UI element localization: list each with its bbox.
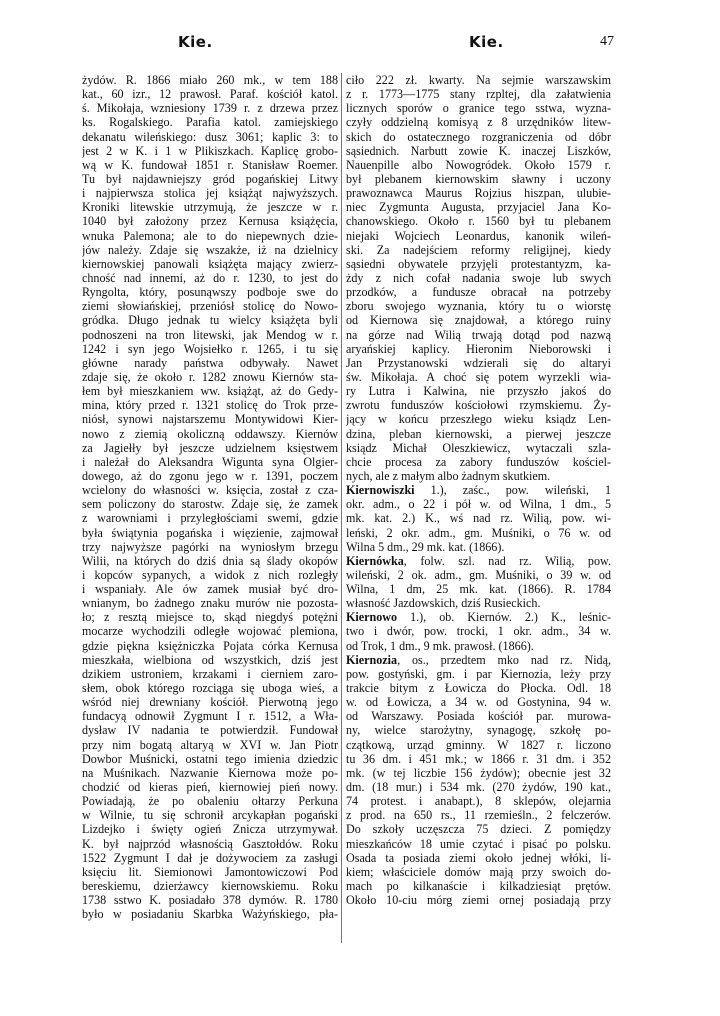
text-line: skich do ostatecznego rozgraniczenia od dóbr: [346, 129, 611, 144]
text-line: fundacyą odnowił Zygmunt I r. 1512, a Wła-: [82, 709, 338, 724]
text-line: trakcie bitym z Łowicza do Płocka. Odl. 18: [346, 681, 611, 696]
text-line: od Kiernowa się znajdował, a którego ruiny: [346, 313, 611, 328]
text-line: kiem; właściciele domów mają przy swoich do-: [346, 864, 611, 879]
text-line: gdzie piękna księżniczka Pojata córka Kernusa: [82, 638, 338, 653]
text-line: Kiernozia, os., przedtem mko nad rz. Nidą,: [346, 652, 611, 667]
text-line: licznych sporów o granice tego sstwa, wyzna-: [346, 101, 611, 116]
text-line: ks. Rogalskiego. Parafia katol. zamiejskiego: [82, 115, 338, 130]
text-line: była świątynia pogańska i więzienie, zajmował: [82, 525, 338, 540]
text-line: mieszkańców 18 umie czytać i pisać po polsku.: [346, 836, 611, 851]
text-line: chanowskiego. Około r. 1560 był tu plebanem: [346, 214, 611, 229]
text-line: Do szkoły uczęszcza 75 dzieci. Z pomiędzy: [346, 822, 611, 837]
text-line: kat., 60 izr., 12 prawosł. Paraf. kościół katol.: [82, 87, 338, 102]
text-line: od Warszawy. Posiada kościół par. murowa-: [346, 709, 611, 724]
text-line: mieszkała, wielbiona od wszystkich, dziś jest: [82, 652, 338, 667]
text-line: Wilna 5 dm., 29 mk. kat. (1866).: [346, 539, 505, 554]
left-running-header: Kie.: [178, 33, 213, 51]
text-line: z r. 1773—1775 stany rzpltej, dla załatwienia: [346, 87, 611, 102]
text-line: łem był mieszkaniem ww. książąt, aż do Gedy-: [82, 384, 338, 399]
text-line: na Muśnikach. Nazwanie Kiernowa może po-: [82, 765, 338, 780]
text-line: Około 10-ciu mórg ziemi ornej posiadają przy: [346, 893, 611, 908]
right-running-header: Kie.: [469, 33, 504, 51]
text-line: ksiądz Michał Oleszkiewicz, wytaczali szla-: [346, 440, 611, 455]
text-line: chodzić od kieras pień, kiernowiej pień nowy.: [82, 780, 338, 795]
text-line: żdy z nich cofał nadania swoje lub swych: [346, 270, 611, 285]
text-line: słem, obok którego rozciąga się uboga wieś, a: [82, 681, 338, 696]
text-line: sąsiedni obywatele przyjęli protestantyzm, ka-: [346, 256, 611, 271]
text-line: księciu lit. Siemionowi Jamontowiczowi Pod: [82, 864, 338, 879]
text-line: mocarze wychodzili odległe wojować plemiona,: [82, 624, 338, 639]
text-line: w Wilnie, tu się schronił arcykapłan pogański: [82, 808, 338, 823]
column-divider: [341, 73, 342, 943]
text-line: przodków, a fundusze obracał na potrzeby: [346, 285, 611, 300]
text-line: trzy najwyższe pagórki na wyniosłym brzegu: [82, 539, 338, 554]
text-line: i kopców sypanych, a widok z nich rozległy: [82, 567, 338, 582]
text-line: okr. adm., o 22 i pół w. od Wilna, 1 dm., 5: [346, 497, 611, 512]
text-line: tu 36 dm. i 451 mk.; w 1866 r. 31 dm. i 352: [346, 751, 611, 766]
text-line: zwrotu funduszów kościołowi rzymskiemu. Ży-: [346, 398, 611, 413]
text-line: bereskiemu, dzierżawcy kiernowskiemu. Roku: [82, 879, 338, 894]
text-line: Tu był najdawniejszy gród pogańskiej Litwy: [82, 171, 338, 186]
text-line: i wspaniały. Ale ów zamek musiał być dro-: [82, 582, 338, 597]
text-line: jów należy. Zdaje się wszakże, iż na dzielnicy: [82, 242, 338, 257]
text-line: two i dwór, pow. trocki, 1 okr. adm., 34 w.: [346, 624, 611, 639]
text-line: wśród niej drewniany kościół. Pierwotną jego: [82, 695, 338, 710]
text-line: leński, 2 okr. adm., gm. Muśniki, o 76 w. od: [346, 525, 611, 540]
text-line: chność nad innemi, aż do r. 1230, to jest do: [82, 270, 338, 285]
text-line: mach po kilkanaście i kilkadziesiąt prętów.: [346, 879, 611, 894]
text-line: Lizdejko i święty ogień Znicza utrzymywał.: [82, 822, 338, 837]
text-line: i najpierwsza stolica jej książąt najwyższych.: [82, 186, 338, 201]
text-line: K. był najprzód własnością Gasztołdów. Roku: [82, 836, 338, 851]
text-line: ny, wielce starożytny, synagogę, szkołę po-: [346, 723, 611, 738]
text-line: dm. (18 mur.) i 534 mk. (270 żydów, 190 kat.,: [346, 780, 611, 795]
text-line: św. Mikołaja. A choć się potem wyrzekli wia-: [346, 369, 611, 384]
text-line: wą w K. fundował 1851 r. Stanisław Roemer.: [82, 157, 338, 172]
text-line: za Jagiełły był jeszcze udzielnem księstwem: [82, 440, 338, 455]
text-line: Wilii, na których do dziś dnia są ślady okopów: [82, 553, 338, 568]
text-line: Nauenpille albo Nowogródek. Około 1579 r.: [346, 157, 611, 172]
text-line: jest 2 w K. i 1 w Plikiszkach. Kaplicę grobo-: [82, 143, 338, 158]
text-line: niec Zygmunta Augusta, przyjaciel Jana Ko-: [346, 200, 611, 215]
text-line: własność Jazdowskich, dziś Rusieckich.: [346, 596, 541, 611]
text-line: ziemi słowiańskiej, przeniósł stolicę do Nowo-: [82, 299, 338, 314]
text-line: zboru swojego wyznania, który tu o wiorstę: [346, 299, 611, 314]
text-line: z prod. na 650 rs., 11 rzemieśln., 2 felczerów.: [346, 808, 611, 823]
text-line: prawoznawca Maurus Rojzius hiszpan, ulubie-: [346, 186, 611, 201]
text-line: żydów. R. 1866 miało 260 mk., w tem 188: [82, 73, 338, 87]
right-text-column: [346, 73, 611, 907]
text-line: 1738 sstwo K. posiadało 378 dymów. R. 1780: [82, 893, 338, 908]
text-line: wcielony do własności w. księcia, został z cza-: [82, 483, 338, 498]
text-line: dzina, pleban kiernowski, a pierwej jeszcze: [346, 426, 611, 441]
text-line: wileński, 2 ok. adm., gm. Muśniki, o 39 w. od: [346, 567, 611, 582]
text-line: Jan Przystanowski wdzierali się do altaryi: [346, 355, 611, 370]
text-line: wnianym, bo żadnego znaku murów nie pozosta-: [82, 596, 338, 611]
page-number: 47: [600, 34, 614, 49]
text-line: nych, ale z małym albo żadnym skutkiem.: [346, 468, 551, 483]
text-line: Dowbor Muśnicki, ostatni tego imienia dziedzic: [82, 751, 338, 766]
text-line: Kroniki litewskie utrzymują, że jeszcze w r.: [82, 200, 338, 215]
text-line: dowego, aż do zgonu jego w r. 1391, poczem: [82, 468, 338, 483]
text-line: 1242 i syn jego Wojsiełko r. 1265, i tu się: [82, 341, 338, 356]
text-line: mina, który przed r. 1321 stolicę do Trok prze-: [82, 398, 338, 413]
text-line: Powiadają, że po obaleniu ołtarzy Perkuna: [82, 794, 338, 809]
text-line: Wilna, 1 dm, 25 mk. kat. (1866). R. 1784: [346, 582, 611, 597]
text-line: dekanatu wileńskiego: dusz 3061; kaplic 3: to: [82, 129, 338, 144]
text-line: chcie procesa za zabory funduszów kościel-: [346, 454, 611, 469]
text-line: przy nim bogatą altaryą w XVI w. Jan Piotr: [82, 737, 338, 752]
text-line: Ryngolta, który, posunąwszy podboje swe do: [82, 285, 338, 300]
text-line: pow. gostyński, gm. i par Kiernozia, leży przy: [346, 666, 611, 681]
text-line: 1522 Zygmunt I dał je dożywociem za zasługi: [82, 850, 338, 865]
text-line: główne narady państwa odbywały. Nawet: [82, 355, 338, 370]
text-line: ry Lutra i Kalwina, nie przyszło jakoś do: [346, 384, 611, 399]
left-text-column: [82, 73, 338, 921]
text-line: wnuka Palemona; ale to do niepewnych dzie-: [82, 228, 338, 243]
text-line: i należał do Aleksandra Wigunta syna Olgier-: [82, 454, 338, 469]
text-line: dysław IV nadania te potwierdził. Fundował: [82, 723, 338, 738]
text-line: w. od Łowicza, a 34 w. od Gostynina, 94 w.: [346, 695, 611, 710]
text-line: dzikiem ustroniem, krzakami i cierniem zaro-: [82, 666, 338, 681]
text-line: podnoszeni na tron litewski, jak Mendog w r.: [82, 327, 338, 342]
text-line: mk. kat. 2.) K., wś nad rz. Wilią, pow. wi-: [346, 511, 611, 526]
text-line: 74 protest. i anabapt.), 8 sklepów, olejarnia: [346, 794, 611, 809]
text-line: 1040 był założony przez Kernusa książęcia,: [82, 214, 338, 229]
text-line: z warowniami i przyległościami swemi, gdzie: [82, 511, 338, 526]
text-line: był plebanem kiernowskim sławny i uczony: [346, 171, 611, 186]
text-line: niósł, synowi najstarszemu Montywidowi Kier-: [82, 412, 338, 427]
text-line: kiernowskiej panowali książęta mający zwierz-: [82, 256, 338, 271]
text-line: czyły oddzielną komisyą z 8 urzędników litew-: [346, 115, 611, 130]
text-line: na górze nad Wilią trwają dotąd pod nazwą: [346, 327, 611, 342]
text-line: nowo z ziemią okoliczną oddawszy. Kiernów: [82, 426, 338, 441]
text-line: mk. (w tej liczbie 156 żydów); obecnie jest 32: [346, 765, 611, 780]
text-line: sem policzony do starostw. Zdaje się, że zamek: [82, 497, 338, 512]
text-line: ś. Mikołaja, wzniesiony 1739 r. z drzewa przez: [82, 101, 338, 116]
text-line: jący w końcu przeszłego wieku ksiądz Len-: [346, 412, 611, 427]
text-line: ciło 222 zł. kwarty. Na sejmie warszawskim: [346, 73, 611, 87]
text-line: było w posiadaniu Skarbka Ważyńskiego, pła-: [82, 907, 338, 922]
text-line: zdaje się, że około r. 1282 znowu Kiernów sta-: [82, 369, 338, 384]
text-line: sąsiednich. Narbutt zowie K. inaczej Liszków,: [346, 143, 611, 158]
text-line: gródka. Długo jednak tu wielcy książęta byli: [82, 313, 338, 328]
text-line: czątkową, urząd gminny. W 1827 r. liczono: [346, 737, 611, 752]
text-line: Kiernowo 1.), ob. Kiernów. 2.) K., leśnic-: [346, 610, 611, 625]
text-line: niejaki Wojciech Leonardus, kanonik wileń-: [346, 228, 611, 243]
text-line: Osada ta posiada ziemi około jednej włóki, li-: [346, 850, 611, 865]
text-line: od Trok, 1 dm., 9 mk. prawosł. (1866).: [346, 638, 534, 653]
text-line: Kiernowiszki 1.), zaśc., pow. wileński, 1: [346, 483, 611, 498]
text-line: aryańskiej kaplicy. Hieronim Nieborowski i: [346, 341, 611, 356]
text-line: ło; z resztą miejsce to, skąd niegdyś potężni: [82, 610, 338, 625]
text-line: Kiernówka, folw. szl. nad rz. Wilią, pow.: [346, 553, 611, 568]
text-line: ski. Za nadejściem reformy religijnej, kiedy: [346, 242, 611, 257]
